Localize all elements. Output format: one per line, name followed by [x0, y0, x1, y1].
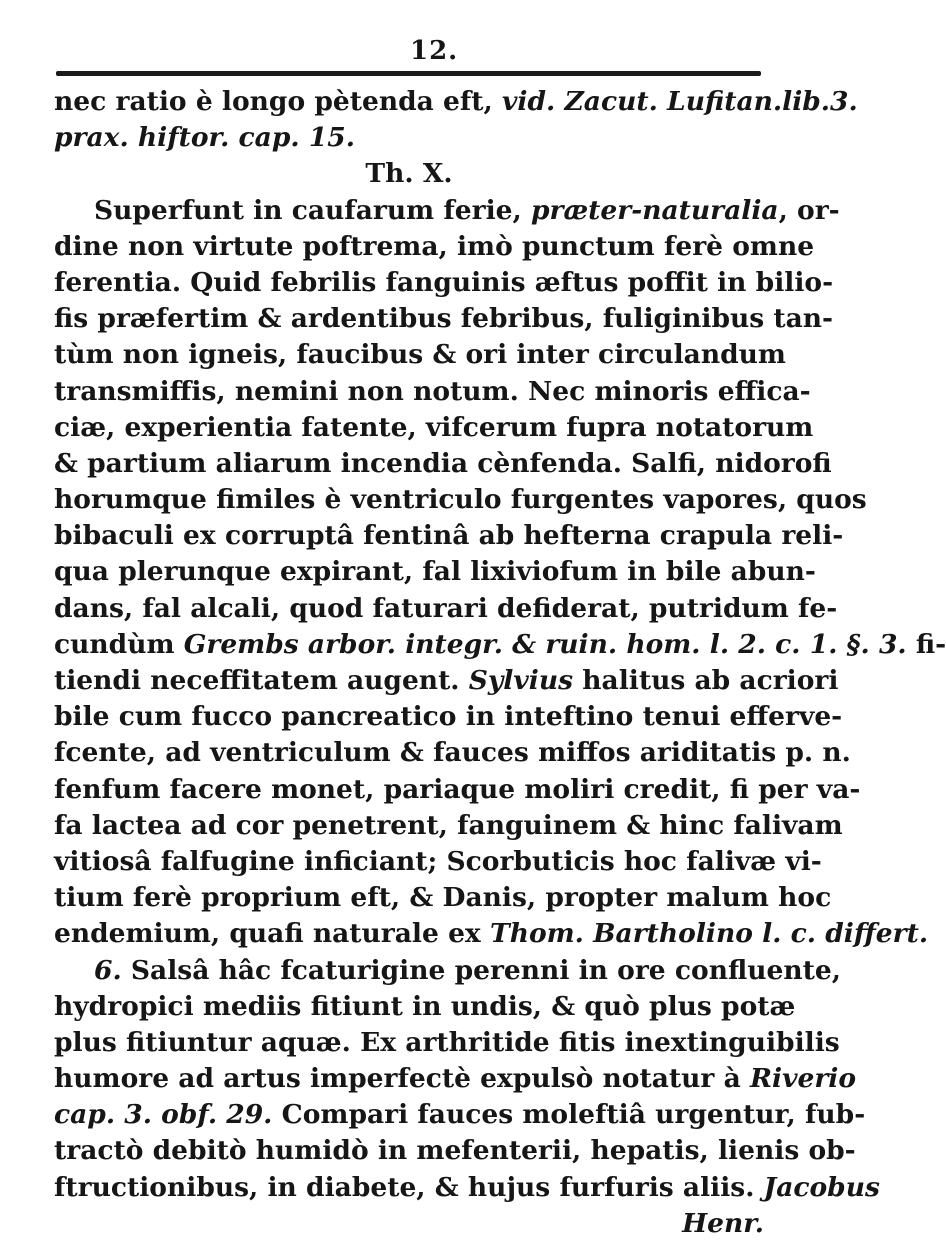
text-run: bibaculi ex corruptâ fentinâ ab hefterna crapula reli-	[54, 520, 844, 552]
text-line	[54, 1170, 880, 1206]
text-line	[54, 1097, 866, 1133]
text-run: tiendi neceffitatem augent.	[54, 665, 469, 696]
text-run: fa lactea ad cor penetrent, fanguinem & hinc falivam	[54, 809, 843, 841]
text-run: tractò debitò humidò in mefenterii, hepatis, lienis ob-	[54, 1135, 856, 1167]
text-line	[54, 772, 861, 808]
italic-citation: Grembs arbor. integr. & ruin. hom. l. 2. c. 1. §. 3.	[183, 628, 907, 660]
text-line	[54, 1025, 840, 1061]
text-run: ferentia. Quid febrilis fanguinis æftus poffit in bilio-	[54, 266, 834, 298]
text-line	[54, 591, 838, 627]
italic-citation: 6.	[94, 954, 122, 986]
text-line	[54, 735, 851, 771]
italic-citation: Henr.	[682, 1207, 764, 1239]
text-run: Salsâ hâc fcaturigine perenni in ore confluente,	[121, 954, 841, 986]
text-line	[54, 265, 834, 301]
text-run: bile cum fucco pancreatico in inteftino tenui efferve-	[54, 701, 843, 733]
text-run: ciæ, experientia fatente, vifcerum fupra notatorum	[54, 411, 814, 443]
italic-citation: cap. 3. obf. 29.	[54, 1099, 273, 1131]
text-line	[54, 156, 764, 192]
text-run: hydropici mediis fitiunt in undis, & quò plus potæ	[54, 990, 796, 1022]
text-line	[54, 627, 946, 663]
text-line	[54, 699, 843, 735]
text-run: tium ferè proprium eft, & Danis, propter malum hoc	[54, 882, 832, 914]
page-number: 12.	[410, 36, 459, 66]
text-line	[54, 518, 844, 554]
text-line	[54, 663, 839, 699]
text-run: tùm non igneis, faucibus & ori inter circulandum	[54, 339, 786, 371]
text-line	[54, 989, 796, 1025]
italic-citation: prax. hiftor. cap. 15.	[54, 122, 355, 154]
text-line	[54, 301, 834, 337]
text-line	[54, 808, 843, 844]
text-line	[54, 193, 840, 229]
text-run: plus fitiuntur aquæ. Ex arthritide fitis inextinguibilis	[54, 1026, 840, 1058]
text-line	[54, 482, 867, 518]
text-run: dine non virtute poftrema, imò punctum ferè omne	[54, 230, 815, 262]
text-line	[54, 337, 786, 373]
text-run: fi-	[906, 628, 946, 660]
text-line	[54, 916, 929, 952]
text-line	[54, 844, 822, 880]
text-run: Compari fauces moleftiâ urgentur, fub-	[272, 1099, 866, 1131]
text-run: ftructionibus, in diabete, & hujus furfuris aliis.	[54, 1171, 764, 1203]
text-line	[54, 1061, 857, 1097]
text-run: , or-	[778, 194, 840, 226]
text-line	[54, 554, 816, 590]
text-line	[54, 1133, 856, 1169]
text-line	[54, 1206, 764, 1242]
italic-citation: Jacobus	[763, 1171, 880, 1203]
text-run: transmiffis, nemini non notum. Nec minoris effica-	[54, 375, 811, 407]
text-run: nec ratio è longo pètenda eft,	[54, 86, 502, 117]
text-run: horumque fimiles è ventriculo furgentes vapores, quos	[54, 484, 867, 516]
text-run: humore ad artus imperfectè expulsò notatur à	[54, 1063, 750, 1095]
text-run: vitiosâ falfugine inficiant; Scorbuticis hoc falivæ vi-	[54, 845, 822, 877]
text-line	[54, 880, 832, 916]
text-line	[54, 120, 764, 156]
text-line	[54, 229, 815, 265]
text-line	[54, 374, 811, 410]
text-run: qua plerunque expirant, fal lixiviofum in bile abun-	[54, 556, 816, 588]
text-run: fenfum facere monet, pariaque moliri credit, fi per va-	[54, 773, 861, 805]
italic-citation: vid. Zacut. Lufitan.lib.3.	[502, 86, 858, 117]
header-rule	[56, 71, 761, 76]
text-run: & partium aliarum incendia cènfenda. Salfi, nidorofi	[54, 447, 832, 479]
text-line	[54, 84, 858, 120]
text-run: endemium, quafi naturale ex	[54, 918, 490, 950]
text-run: halitus ab acriori	[573, 665, 839, 696]
text-line	[54, 953, 841, 989]
italic-citation: præter-naturalia	[530, 194, 779, 226]
italic-citation: Thom. Bartholino l. c. differt.	[489, 918, 929, 950]
text-line	[54, 410, 814, 446]
body-text	[54, 84, 946, 1242]
text-run: dans, fal alcali, quod faturari defiderat, putridum fe-	[54, 592, 838, 624]
text-line	[54, 446, 832, 482]
text-run: Superfunt in caufarum ferie,	[94, 194, 531, 226]
italic-citation: Riverio	[749, 1063, 857, 1095]
text-run: fis præfertim & ardentibus febribus, fuliginibus tan-	[54, 303, 834, 335]
italic-citation: Sylvius	[468, 665, 574, 696]
text-run: fcente, ad ventriculum & fauces miffos ariditatis p. n.	[54, 737, 851, 769]
text-run: cundùm	[54, 628, 184, 660]
text-run: Th. X.	[365, 158, 453, 190]
